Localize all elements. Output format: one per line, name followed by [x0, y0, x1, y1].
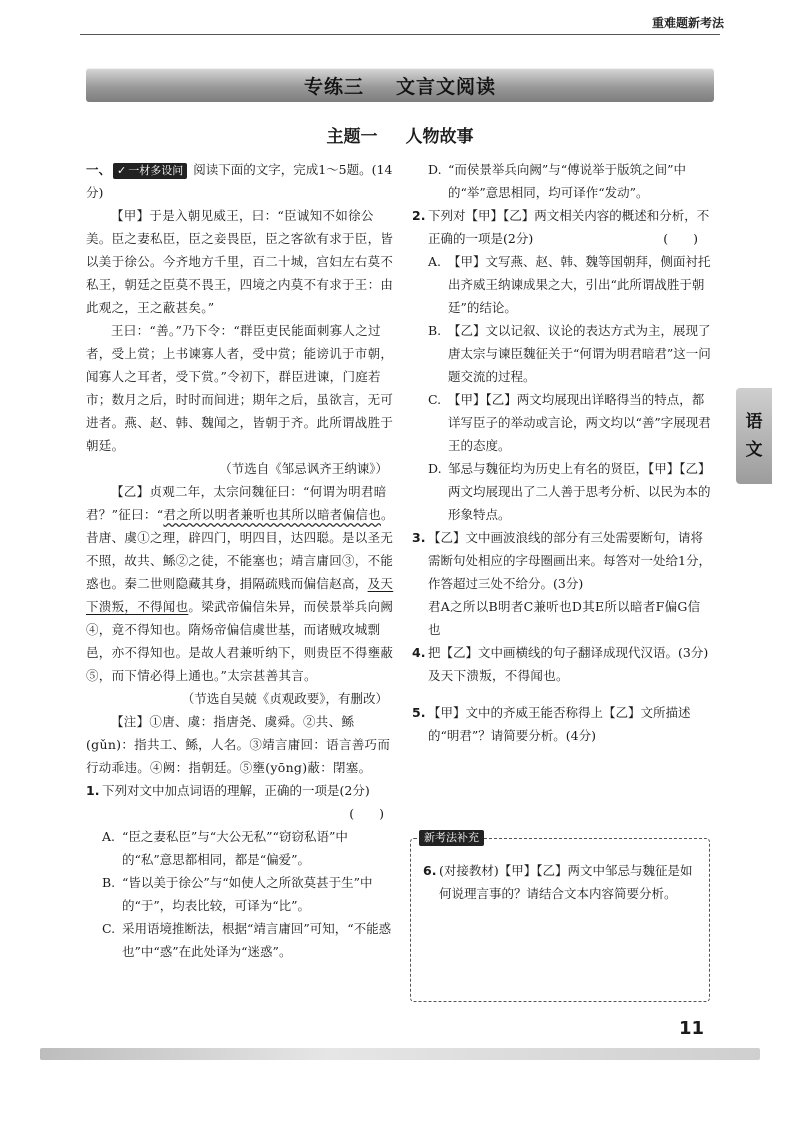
extra-question-box	[410, 831, 710, 1002]
side-tab-char1: 语	[745, 412, 763, 432]
q2-option-c-label: C.	[428, 392, 442, 407]
q1-option-b-label: B.	[102, 875, 116, 890]
passage-b-source: （节选自吴兢《贞观政要》，有删改）	[181, 691, 388, 706]
question-3	[412, 526, 712, 595]
passage-b-s2: 。昔唐、虞①之理，辟四门，明四目，达四聪。是以圣无不照，故共、鲧②之徒，不能塞也；靖言庸回③，不能惑也。秦二世则隐藏其身，捐隔疏贱而偏信赵高，	[86, 507, 394, 591]
extra-box-tag: 新考法补充	[419, 830, 484, 846]
intro	[86, 158, 398, 204]
q2-option-d	[412, 457, 712, 526]
question-1	[86, 779, 398, 825]
q2-option-b-text: 【乙】文以记叙、议论的表达方式为主，展现了唐太宗与谏臣魏征关于“何谓为明君暗君”这一问题交流的过程。	[448, 323, 711, 384]
q1-option-a	[86, 825, 398, 871]
method-tag	[113, 163, 187, 179]
q2-option-a-text: 【甲】文写燕、赵、韩、魏等国朝拜，侧面衬托出齐威王纳谏成果之大，引出“此所谓战胜于朝廷”的结论。	[448, 254, 711, 315]
check-icon: ✓	[117, 164, 127, 177]
intro-text: 阅读下面的文字，完成1～5题。(14分)	[86, 162, 393, 200]
passage-a-p2: 王曰：“善。”乃下令：“群臣吏民能面刺寡人之过者，受上赏；上书谏寡人者，受中赏；能谤讥于市朝，闻寡人之耳者，受下赏。”令初下，群臣进谏，门庭若市；数月之后，时时而间进；期年之后，虽欲言，无可进者。燕、赵、韩、魏闻之，皆朝于齐。此所谓战胜于朝廷。	[86, 323, 394, 453]
q1-option-d	[412, 158, 712, 204]
theme-part1: 主题一	[326, 127, 378, 147]
banner-part2: 文言文阅读	[396, 75, 497, 98]
q1-text: 下列对文中加点词语的理解，正确的一项是(2分)	[102, 783, 370, 798]
q2-option-b	[412, 319, 712, 388]
page-number: 11	[678, 1018, 704, 1039]
q2-option-b-label: B.	[428, 323, 442, 338]
q4-answer[interactable]: 及天下溃叛，不得闻也。	[428, 668, 569, 683]
q1-option-d-label: D.	[428, 162, 442, 177]
question-6	[423, 859, 701, 905]
passage-b-underlined: 及天下溃叛，不得闻也	[86, 576, 394, 614]
q2-option-a-label: A.	[428, 254, 442, 269]
q2-option-c	[412, 388, 712, 457]
question-2	[412, 204, 712, 250]
q4-number: 4.	[412, 645, 426, 660]
header-label: 重难题新考法	[651, 16, 724, 30]
notes: 【注】①唐、虞：指唐尧、虞舜。②共、鲧(gǔn)：指共工、鲧，人名。③靖言庸回：语言善巧而行动乖违。④阙：指朝廷。⑤壅(yōng)蔽：閉塞。	[86, 714, 391, 775]
q1-option-a-text: “臣之妻私臣”与“大公无私”“窃窃私语”中的“私”意思都相同，都是“偏爱”。	[122, 829, 348, 867]
q3-text: 【乙】文中画波浪线的部分有三处需要断句，请将需断句处相应的字母圈画出来。每答对一处给1分，作答超过三处不给分。(3分)	[428, 530, 711, 591]
q1-answer-paren[interactable]: ( )	[349, 806, 384, 821]
passage-b	[86, 480, 398, 687]
intro-prefix: 一、	[86, 162, 112, 177]
theme-part2: 人物故事	[405, 127, 474, 147]
passage-a-p1: 【甲】于是入朝见威王，曰：“臣诚知不如徐公美。臣之妻私臣，臣之妾畏臣，臣之客欲有求于臣，皆以美于徐公。今齐地方千里，百二十城，宫妇左右莫不私王，朝廷之臣莫不畏王，四境之内莫不有求于王：由此观之，王之蔽甚矣。”	[86, 208, 394, 315]
subject-side-tab	[736, 388, 772, 484]
footer-bar	[40, 1048, 760, 1060]
q6-text: (对接教材)【甲】【乙】两文中邹忌与魏征是如何说理言事的？请结合文本内容简要分析。	[439, 863, 693, 901]
q4-text: 把【乙】文中画横线的句子翻译成现代汉语。(3分)	[428, 645, 709, 660]
q2-option-d-label: D.	[428, 461, 442, 476]
q1-option-c-text: 采用语境推断法，根据“靖言庸回”可知，“不能惑也”中“惑”在此处译为“迷惑”。	[122, 921, 392, 959]
passage-a-source: （节选自《邹忌讽齐王纳谏》）	[219, 461, 388, 476]
q2-number: 2.	[412, 208, 426, 223]
q1-option-b	[86, 871, 398, 917]
q3-answer-line[interactable]: 君A之所以B明者C兼听也D其E所以暗者F偏G信也	[428, 599, 701, 637]
q2-answer-paren[interactable]: ( )	[663, 231, 698, 246]
side-tab-char2: 文	[745, 440, 763, 460]
q2-option-d-text: 邹忌与魏征均为历史上有名的贤臣，【甲】【乙】两文均展现出了二人善于思考分析、以民为本的形象特点。	[448, 461, 711, 522]
q6-number: 6.	[423, 863, 437, 878]
passage-b-s3: 。梁武帝偏信朱异，而侯景举兵向阙④，竟不得知也。隋炀帝偏信虞世基，而诸贼攻城剽邑，亦不得知也。是故人君兼听纳下，则贵臣不得壅蔽⑤，而下情必得上通也。”太宗甚善其言。	[86, 599, 394, 683]
theme-title	[0, 122, 800, 147]
header-rule	[80, 34, 720, 35]
q2-text: 下列对【甲】【乙】两文相关内容的概述和分析，不正确的一项是(2分)	[428, 208, 710, 246]
method-tag-label: 一材多设问	[128, 164, 184, 177]
left-column	[86, 158, 398, 963]
passage-b-wavy: 君之所以明者兼听也其所以暗者偏信也	[163, 507, 381, 522]
q3-number: 3.	[412, 530, 426, 545]
q2-option-a	[412, 250, 712, 319]
right-column	[412, 158, 712, 747]
section-banner	[86, 68, 714, 102]
banner-part1: 专练三	[303, 75, 364, 98]
q1-option-c	[86, 917, 398, 963]
question-5	[412, 701, 712, 747]
question-4	[412, 641, 712, 664]
q2-option-c-text: 【甲】【乙】两文均展现出详略得当的特点，都详写臣子的举动或言论，两文均以“善”字展现君王的态度。	[448, 392, 711, 453]
q5-text: 【甲】文中的齐威王能否称得上【乙】文所描述的“明君”？请简要分析。(4分)	[428, 705, 691, 743]
q1-option-a-label: A.	[102, 829, 116, 844]
q1-option-c-label: C.	[102, 921, 116, 936]
passage-b-s1: 【乙】贞观二年，太宗问魏征曰：“何谓为明君暗君？”征曰：“	[86, 484, 387, 522]
q1-option-b-text: “皆以美于徐公”与“如使人之所欲莫甚于生”中的“于”，均表比较，可译为“比”。	[122, 875, 373, 913]
q1-option-d-text: “而侯景举兵向阙”与“傅说举于版筑之间”中的“举”意思相同，均可译作“发动”。	[448, 162, 687, 200]
q1-number: 1.	[86, 783, 100, 798]
q5-number: 5.	[412, 705, 426, 720]
